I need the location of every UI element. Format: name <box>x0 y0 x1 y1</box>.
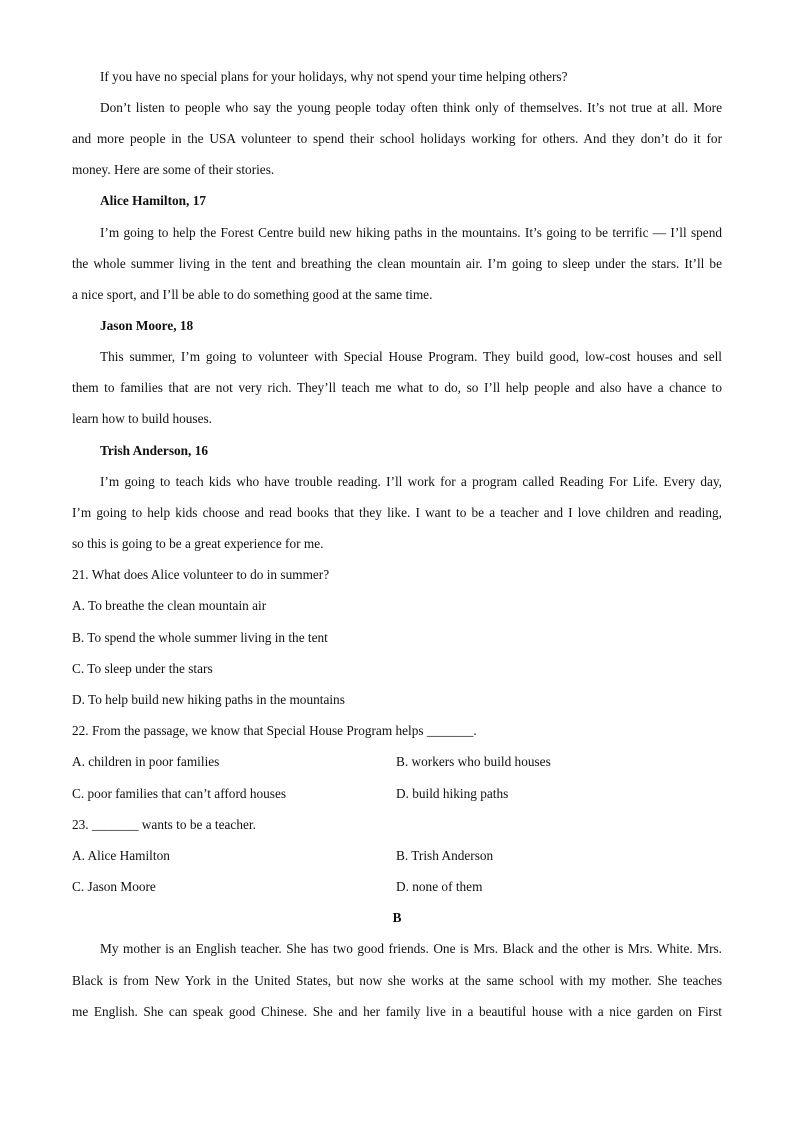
answer-option: B. workers who build houses <box>396 754 551 769</box>
answer-option: B. Trish Anderson <box>396 848 494 863</box>
paragraph-line: This summer, I’m going to volunteer with Special House Program. They build good, low-cost houses and sell <box>100 349 722 364</box>
paragraph-line: money. Here are some of their stories. <box>72 162 275 177</box>
story-heading: Trish Anderson, 16 <box>100 443 208 458</box>
paragraph-line: me English. She can speak good Chinese. She and her family live in a beautiful house with a nice garden on First <box>72 1004 722 1019</box>
answer-option: D. none of them <box>396 879 483 894</box>
question-stem: 23. _______ wants to be a teacher. <box>72 817 256 832</box>
paragraph-line: them to families that are not very rich. They’ll teach me what to do, so I’ll help people and also have a chance to <box>72 380 722 395</box>
answer-option: D. To help build new hiking paths in the mountains <box>72 692 345 707</box>
answer-option: B. To spend the whole summer living in the tent <box>72 630 328 645</box>
answer-option: C. Jason Moore <box>72 879 156 894</box>
paragraph-line: I’m going to teach kids who have trouble reading. I’ll work for a program called Reading For Life. Every day, <box>100 474 722 489</box>
paragraph-line: learn how to build houses. <box>72 411 212 426</box>
answer-option: A. To breathe the clean mountain air <box>72 598 267 613</box>
paragraph-line: and more people in the USA volunteer to spend their school holidays working for others. And they don’t do it for <box>72 131 722 146</box>
answer-option: A. children in poor families <box>72 754 220 769</box>
paragraph-line: Don’t listen to people who say the young people today often think only of themselves. It’s not true at all. More <box>100 100 722 115</box>
answer-option: A. Alice Hamilton <box>72 848 170 863</box>
answer-option: C. poor families that can’t afford houses <box>72 786 287 801</box>
paragraph-line: My mother is an English teacher. She has two good friends. One is Mrs. Black and the other is Mrs. White. Mrs. <box>100 941 722 956</box>
answer-option: D. build hiking paths <box>396 786 509 801</box>
question-stem: 22. From the passage, we know that Special House Program helps _______. <box>72 723 477 738</box>
story-heading: Jason Moore, 18 <box>100 318 194 333</box>
story-heading: Alice Hamilton, 17 <box>100 193 206 208</box>
paragraph-line: so this is going to be a great experience for me. <box>72 536 324 551</box>
paragraph-line: a nice sport, and I’ll be able to do something good at the same time. <box>72 287 433 302</box>
section-heading: B <box>392 910 402 925</box>
answer-option: C. To sleep under the stars <box>72 661 213 676</box>
paragraph-line: the whole summer living in the tent and breathing the clean mountain air. I’m going to sleep under the stars. It’ll be <box>72 256 722 271</box>
intro-line: If you have no special plans for your holidays, why not spend your time helping others? <box>100 69 568 84</box>
paragraph-line: I’m going to help kids choose and read books that they like. I want to be a teacher and I love children and reading, <box>72 505 722 520</box>
paragraph-line: I’m going to help the Forest Centre build new hiking paths in the mountains. It’s going to be terrific — I’ll spend <box>100 225 722 240</box>
paragraph-line: Black is from New York in the United States, but now she works at the same school with my mother. She teaches <box>72 973 722 988</box>
question-stem: 21. What does Alice volunteer to do in summer? <box>72 567 330 582</box>
